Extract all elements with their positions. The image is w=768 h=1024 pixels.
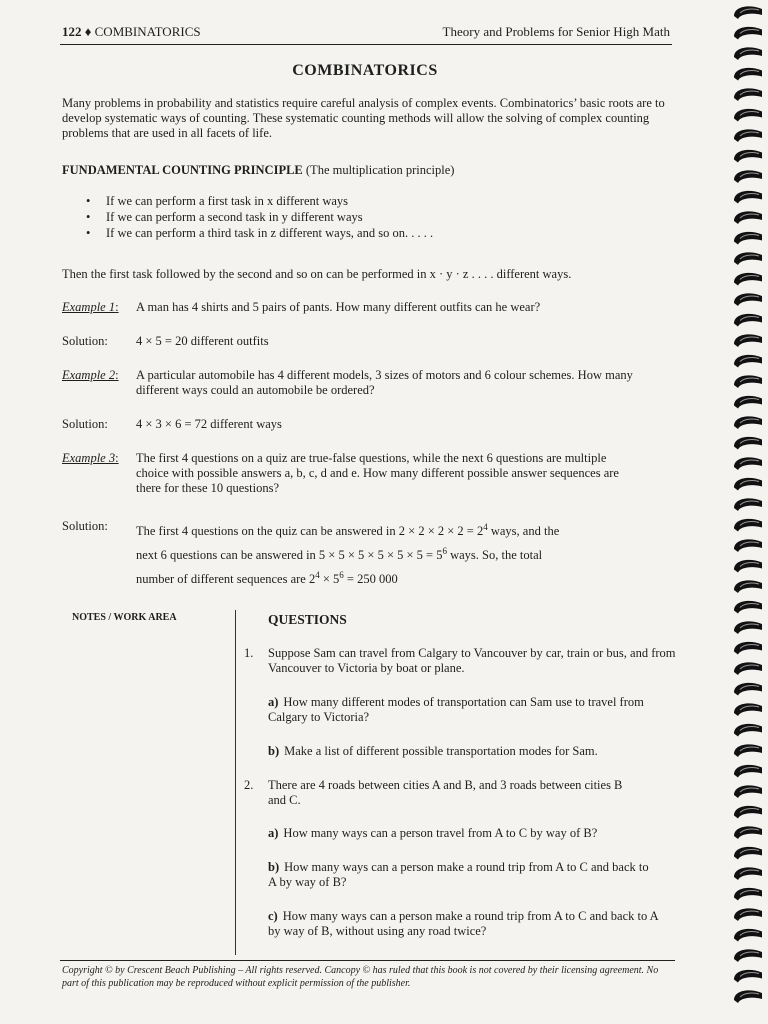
solution-2-label: Solution: <box>62 417 108 431</box>
solution-3-line-2: next 6 questions can be answered in $5 \times 5 \times 5 \times 5 \times 5 \times 5 = 5^6$ ways. So, the total <box>136 546 543 563</box>
column-divider <box>235 610 236 955</box>
bullet-item: • If we can perform a third task in z different ways, and so on. . . . . <box>86 225 433 241</box>
solution-3-label: Solution: <box>62 519 108 533</box>
page-title: COMBINATORICS <box>292 62 438 79</box>
question-2c: c) How many ways can a person make a round trip from A to C and back to A by way of B, without using any road twice? <box>268 909 658 938</box>
solution-1-label: Solution: <box>62 334 108 348</box>
solution-1-text: 4 × 5 = 20 different outfits <box>136 334 269 348</box>
spiral-binding <box>728 0 768 1024</box>
question-1b: b) Make a list of different possible transportation modes for Sam. <box>268 744 598 758</box>
question-2b: b) How many ways can a person make a round trip from A to C and back to A by way of B? <box>268 860 649 889</box>
question-2-number: 2. <box>244 778 254 792</box>
chapter-name: COMBINATORICS <box>94 24 201 39</box>
book-title: Theory and Problems for Senior High Math <box>442 24 670 39</box>
notes-work-area-label: NOTES / WORK AREA <box>72 612 177 623</box>
question-1a: a) How many different modes of transportation can Sam use to travel from Calgary to Victoria? <box>268 695 644 724</box>
example-1-question: A man has 4 shirts and 5 pairs of pants. How many different outfits can he wear? <box>136 300 541 314</box>
diamond-icon: ♦ <box>84 24 95 39</box>
fcp-heading-line <box>62 163 454 178</box>
bullet-item: • If we can perform a first task in x different ways <box>86 193 433 209</box>
example-3-question: The first 4 questions on a quiz are true-false questions, while the next 6 questions are multiple choice with possible answers a, b, c, d and e. How many different possible answer sequences are there for these 10 questions? <box>136 451 619 495</box>
question-2-text: There are 4 roads between cities A and B, and 3 roads between cities B and C. <box>268 778 623 807</box>
fcp-bullet-list <box>86 193 433 241</box>
copyright-footer: Copyright © by Crescent Beach Publishing – All rights reserved. Cancopy © has ruled that this book is not covered by their licensing agreement. No part of this publication may be reproduced without explicit permission of the publisher. <box>62 965 659 989</box>
fcp-conclusion: Then the first task followed by the second and so on can be performed in x · y · z . . . . different ways. <box>62 267 572 281</box>
fcp-heading: FUNDAMENTAL COUNTING PRINCIPLE <box>62 163 303 177</box>
header-chapter <box>62 24 201 40</box>
page-number: 122 <box>62 24 82 39</box>
example-3-label: Example 3: <box>62 451 119 465</box>
solution-2-text: 4 × 3 × 6 = 72 different ways <box>136 417 282 431</box>
example-1-label: Example 1: <box>62 300 119 314</box>
spiral-coil-icon <box>728 0 768 1024</box>
intro-paragraph: Many problems in probability and statistics require careful analysis of complex events. Combinatorics’ basic roots are to develop systematic ways of counting. These systematic counting methods will allow the solving of complex counting problems that are used in all facets of life. <box>62 96 665 140</box>
solution-3-text <box>136 517 559 589</box>
question-1-text: Suppose Sam can travel from Calgary to Vancouver by car, train or bus, and from Vancouver to Victoria by boat or plane. <box>268 646 676 675</box>
questions-title: QUESTIONS <box>268 612 347 627</box>
fcp-subtitle: (The multiplication principle) <box>305 163 455 177</box>
solution-3-line-1: The first 4 questions on the quiz can be answered in $2 \times 2 \times 2 \times 2 = 2^4$ ways, and the <box>136 522 560 539</box>
solution-3-line-3: number of different sequences are $2^4 \times 5^6 = 250$ 000 <box>136 570 398 587</box>
question-2a: a) How many ways can a person travel from A to C by way of B? <box>268 826 598 840</box>
question-1-number: 1. <box>244 646 254 660</box>
header-rule <box>60 44 672 45</box>
example-2-question: A particular automobile has 4 different models, 3 sizes of motors and 6 colour schemes. How many different ways could an automobile be ordered? <box>136 368 633 397</box>
bullet-item: • If we can perform a second task in y different ways <box>86 209 433 225</box>
footer-rule <box>60 960 675 961</box>
example-2-label: Example 2: <box>62 368 119 382</box>
